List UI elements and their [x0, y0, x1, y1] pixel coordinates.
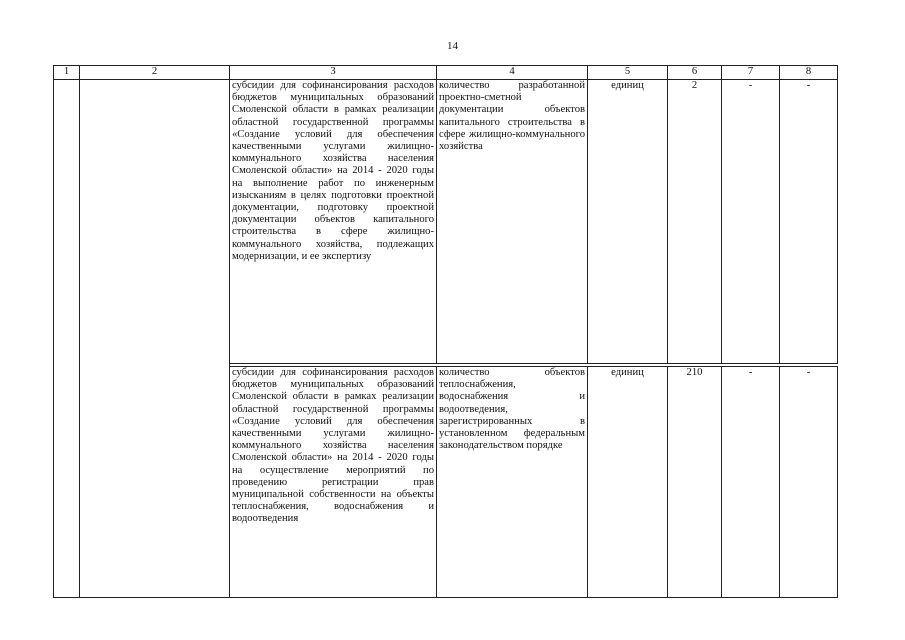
value-cell: 210	[668, 367, 722, 598]
value-cell-8: -	[780, 367, 838, 598]
page-number: 14	[447, 40, 458, 52]
unit-cell: единиц	[588, 80, 668, 364]
value-cell-8: -	[780, 80, 838, 364]
table-header-row	[54, 66, 838, 80]
header-cell-8: 8	[780, 66, 838, 80]
header-cell-6: 6	[668, 66, 722, 80]
measure-description: субсидии для софинансирования расходов бюджетов муниципальных образований Смоленской области в рамках реализации областной государственной программы «Создание условий для обеспечения качественными услугами жилищно-коммунального хозяйства населения Смоленской области» на 2014 - 2020 годы на выполнение работ по инженерным изысканиям в целях подготовки проектной документации, подготовку проектной документации объектов капитального строительства в сфере жилищно-коммунального хозяйства, подлежащих модернизации, и ее экспертизу	[230, 80, 437, 364]
header-cell-3: 3	[230, 66, 437, 80]
value-cell-7: -	[722, 80, 780, 364]
unit-cell: единиц	[588, 367, 668, 598]
indicator-name: количество разработанной проектно-сметной документации объектов капитального строительства в сфере жилищно-коммунального хозяйства	[437, 80, 588, 364]
header-cell-1: 1	[54, 66, 80, 80]
header-cell-7: 7	[722, 66, 780, 80]
col2-cell	[80, 80, 230, 598]
col1-cell	[54, 80, 80, 598]
measure-description: субсидии для софинансирования расходов бюджетов муниципальных образований Смоленской области в рамках реализации областной государственной программы «Создание условий для обеспечения качественными услугами жилищно-коммунального хозяйства населения Смоленской области» на 2014 - 2020 годы на осуществление мероприятий по проведению регистрации прав муниципальной собственности на объекты теплоснабжения, водоснабжения и водоотведения	[230, 367, 437, 598]
value-cell: 2	[668, 80, 722, 364]
table-row	[54, 80, 838, 364]
value-cell-7: -	[722, 367, 780, 598]
indicators-table	[53, 65, 838, 598]
header-cell-4: 4	[437, 66, 588, 80]
header-cell-5: 5	[588, 66, 668, 80]
header-cell-2: 2	[80, 66, 230, 80]
indicator-name: количество объектов теплоснабжения, водоснабжения и водоотведения, зарегистрированных в установленном федеральным законодательством порядке	[437, 367, 588, 598]
